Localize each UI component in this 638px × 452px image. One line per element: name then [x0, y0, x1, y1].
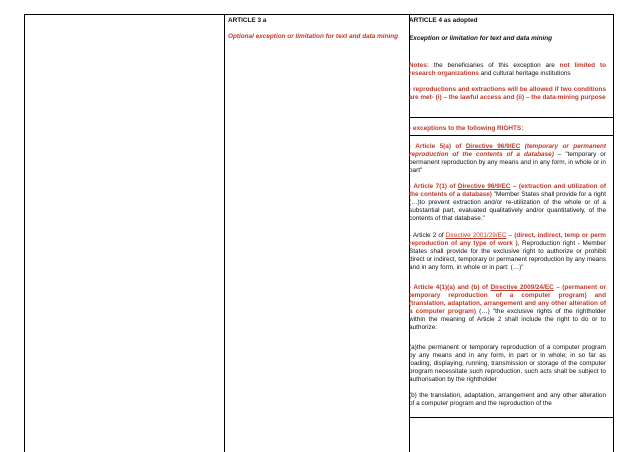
paragraph-a: (a)the permanent or temporary reproduction of a computer program by any means and in any form, in part or in whole; in so far as loading, displaying, running, transmission or storage of the computer program necessitate such reproduction, such acts shall be subject to authorisation by the rightholder: [409, 344, 606, 383]
article-4-heading-block: [409, 17, 606, 43]
article-7-prefix: - Article 7(1) of: [409, 183, 458, 190]
article-4-heading: ARTICLE 4 as adopted: [409, 17, 478, 24]
paragraph-b: (b) the translation, adaptation, arrangement and any other alteration of a computer program and the reproduction of the: [409, 392, 606, 407]
article-5a-paragraph: [409, 143, 606, 175]
article-5a-prefix: - Article 5(a) of: [409, 143, 466, 150]
conditions-paragraph: - reproductions and extractions will be allowed if two conditions are met- (i) – the lawful access and (ii) – the data-mining purpose: [409, 86, 606, 101]
article-7-subject: – (extraction and utilization of the contents of a database): [409, 183, 606, 198]
column-divider: [224, 15, 225, 452]
article-2-paragraph: [409, 232, 606, 272]
notes-text-end: and cultural heritage institutions: [478, 69, 571, 77]
article-4-1-paragraph: [409, 284, 606, 331]
article-4-title: Exception or limitation for text and data mining: [409, 34, 553, 42]
notes-highlight: not limited to research organizations: [409, 62, 606, 77]
row-divider: [409, 117, 613, 118]
article-7-paragraph: [409, 183, 606, 223]
notes-label: Notes:: [409, 62, 429, 69]
directive-96-9-link[interactable]: Directive 96/9/EC: [465, 143, 521, 150]
notes-text: the beneficiaries of this exception are: [428, 62, 560, 69]
article-3a-title: Optional exception or limitation for text and data mining: [228, 33, 399, 40]
directive-96-9-link-2[interactable]: Directive 96/9/EC: [457, 183, 511, 190]
article-4-1-prefix: - Article 4(1)(a) and (b) of: [409, 284, 491, 291]
article-2-subject: – (direct, indirect, temp or perm reproduction of any type of work ): [409, 232, 606, 247]
article-4-1-quote: (…) "the exclusive rights of the rightholder within the meaning of Article 2 shall include the right to do or to authorize:: [409, 307, 606, 331]
row-divider: [409, 417, 613, 418]
row-divider: [409, 135, 613, 136]
directive-2001-29-link[interactable]: Directive 2001/29/EC: [445, 232, 507, 239]
article-5a-subject: (temporary or permanent reproduction of the contents of a database): [409, 143, 606, 158]
article-7-quote: "Member States shall provide for a right (…)to prevent extraction and/or re-utilization of the whole or of a substantial part, evaluated qualitatively and/or quantitatively, of the contents of that database.": [409, 190, 606, 222]
article-2-quote: , Reproduction right - Member States shall provide for the exclusive right to authorize or prohibit direct or indirect, temporary or permanent reproduction by any means and in any form, in whole or in part: (…)": [409, 239, 606, 271]
directive-2009-24-link[interactable]: Directive 2009/24/EC: [490, 284, 554, 291]
article-2-prefix: - Article 2 of: [409, 232, 446, 239]
article-4-1-subject: – (permanent or temporary reproduction of a computer program) and (translation, adaptation, arrangement and any other alteration of a computer program): [409, 284, 606, 315]
rights-heading: - exceptions to the following RIGHTS:: [409, 125, 524, 132]
article-5a-quote: – "temporary or permanent reproduction by any means and in any form, in whole or in part": [409, 150, 606, 174]
article-3a-heading: ARTICLE 3 a: [228, 17, 267, 24]
notes-paragraph: [409, 62, 606, 78]
article-3a-cell: [228, 17, 404, 41]
